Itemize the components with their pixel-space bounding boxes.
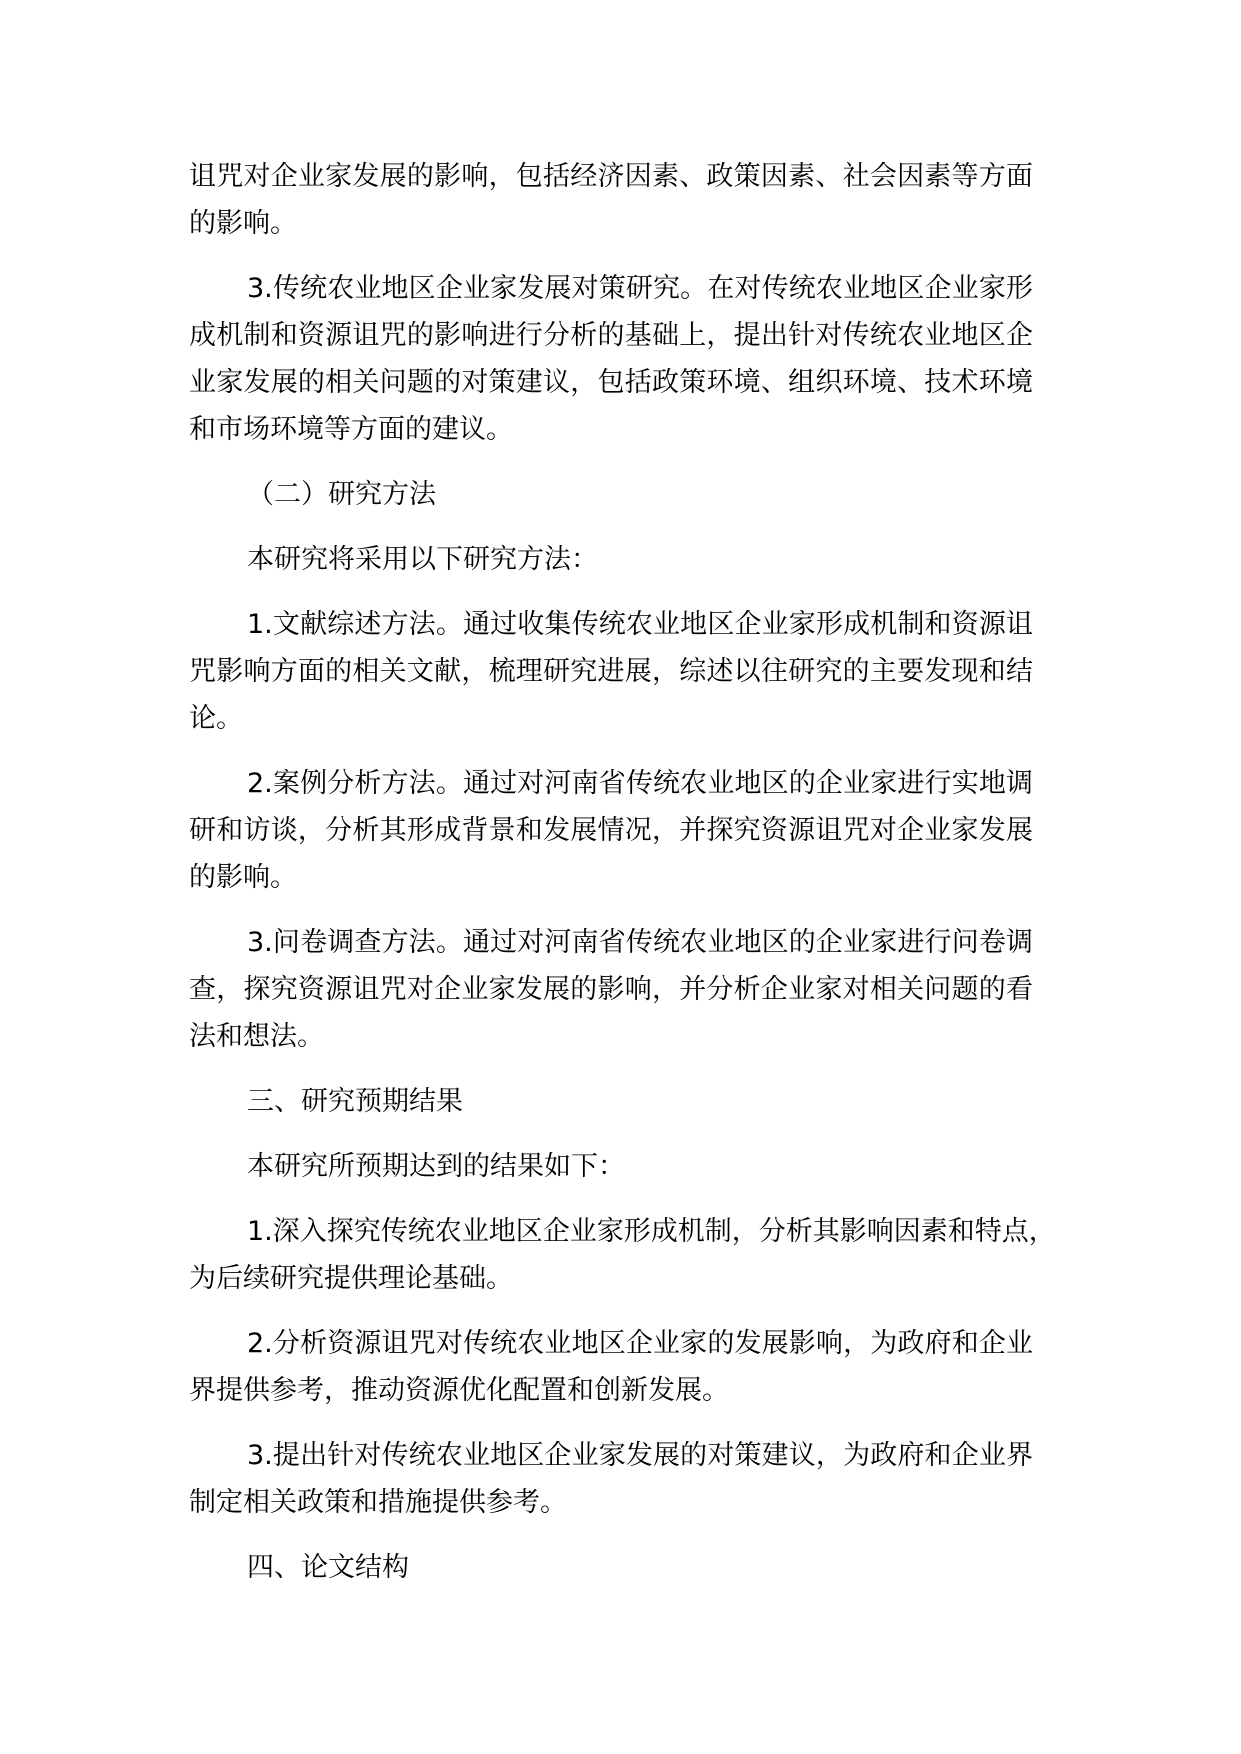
heading-text: 三、研究预期结果 <box>247 1086 463 1117</box>
body-paragraph <box>189 536 1033 583</box>
text-line: 论。 <box>189 703 243 734</box>
text-line: 本研究将采用以下研究方法： <box>247 544 598 575</box>
text-line: 查，探究资源诅咒对企业家发展的影响，并分析企业家对相关问题的看 <box>189 974 1033 1005</box>
body-paragraph <box>189 1143 1033 1190</box>
section-heading <box>189 1078 1033 1125</box>
text-line: 的影响。 <box>189 208 297 239</box>
text-line: 制定相关政策和措施提供参考。 <box>189 1487 567 1518</box>
heading-text: 四、论文结构 <box>247 1552 409 1583</box>
list-item-paragraph <box>189 265 1033 453</box>
list-item-paragraph <box>189 1432 1033 1526</box>
section-heading <box>189 1544 1033 1591</box>
body-paragraph <box>189 153 1033 247</box>
text-line: 本研究所预期达到的结果如下： <box>247 1151 625 1182</box>
list-item-paragraph <box>189 1208 1056 1302</box>
text-line: 2.案例分析方法。通过对河南省传统农业地区的企业家进行实地调 <box>247 768 1033 799</box>
text-line: 业家发展的相关问题的对策建议，包括政策环境、组织环境、技术环境 <box>189 367 1033 398</box>
text-line: 法和想法。 <box>189 1021 324 1052</box>
text-line: 3.提出针对传统农业地区企业家发展的对策建议，为政府和企业界 <box>247 1440 1033 1471</box>
text-line: 和市场环境等方面的建议。 <box>189 414 513 445</box>
text-line: 2.分析资源诅咒对传统农业地区企业家的发展影响，为政府和企业 <box>247 1328 1033 1359</box>
text-line: 成机制和资源诅咒的影响进行分析的基础上，提出针对传统农业地区企 <box>189 320 1033 351</box>
text-line: 1.深入探究传统农业地区企业家形成机制，分析其影响因素和特点， <box>247 1216 1056 1247</box>
text-line: 3.传统农业地区企业家发展对策研究。在对传统农业地区企业家形 <box>247 273 1033 304</box>
list-item-paragraph <box>189 601 1033 742</box>
text-line: 为后续研究提供理论基础。 <box>189 1263 513 1294</box>
text-line: 研和访谈，分析其形成背景和发展情况，并探究资源诅咒对企业家发展 <box>189 815 1033 846</box>
list-item-paragraph <box>189 919 1033 1060</box>
page-body <box>189 153 1056 1609</box>
text-line: 的影响。 <box>189 862 297 893</box>
text-line: 1.文献综述方法。通过收集传统农业地区企业家形成机制和资源诅 <box>247 609 1033 640</box>
heading-text: （二）研究方法 <box>247 479 436 510</box>
list-item-paragraph <box>189 760 1033 901</box>
text-line: 咒影响方面的相关文献，梳理研究进展，综述以往研究的主要发现和结 <box>189 656 1033 687</box>
text-line: 3.问卷调查方法。通过对河南省传统农业地区的企业家进行问卷调 <box>247 927 1033 958</box>
text-line: 界提供参考，推动资源优化配置和创新发展。 <box>189 1375 729 1406</box>
list-item-paragraph <box>189 1320 1033 1414</box>
subsection-heading <box>189 471 1033 518</box>
text-line: 诅咒对企业家发展的影响，包括经济因素、政策因素、社会因素等方面 <box>189 161 1033 192</box>
